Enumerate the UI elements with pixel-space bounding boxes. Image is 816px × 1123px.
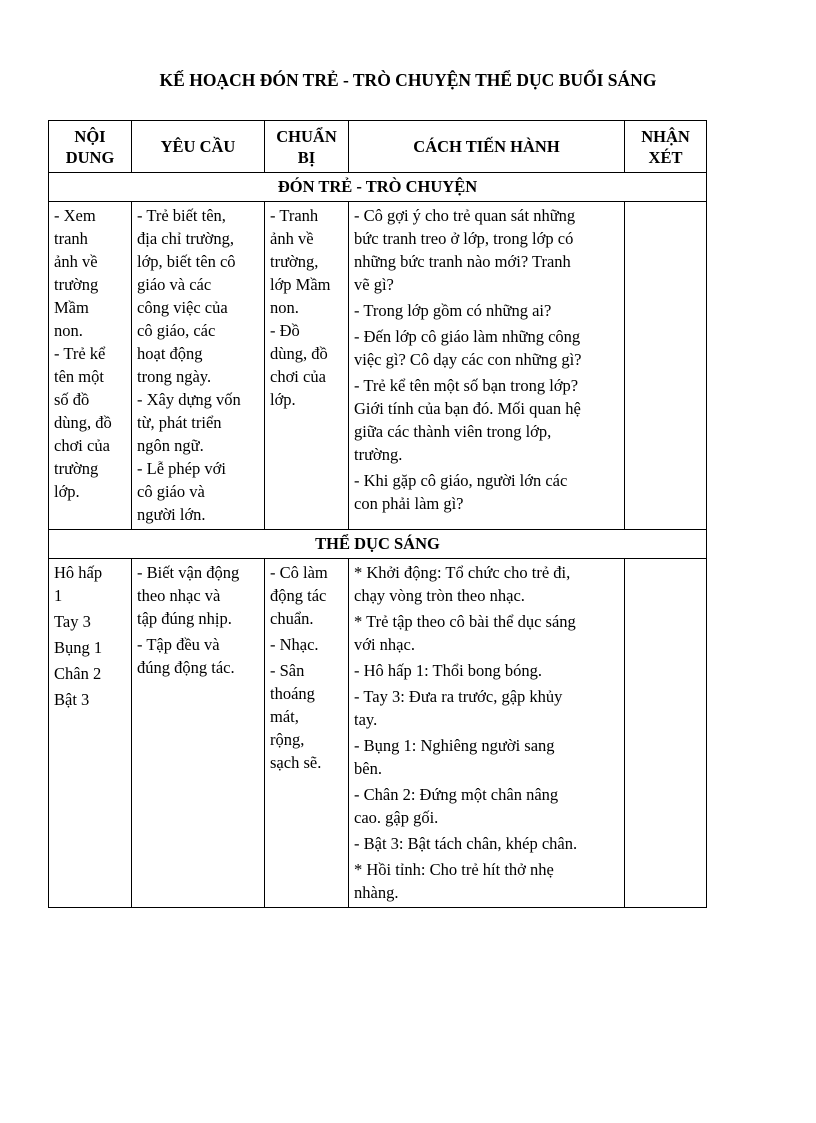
header-content-line: NỘI (74, 126, 106, 146)
cell-line: trong ngày. (137, 367, 212, 386)
cell-line: động tác (270, 586, 327, 605)
cell-remark (625, 559, 707, 908)
cell-line: ảnh về (54, 252, 98, 271)
cell-line: - Trẻ biết tên, (137, 206, 226, 225)
header-method (349, 121, 625, 173)
cell-line: vẽ gì? (354, 275, 394, 294)
cell-content (49, 202, 132, 530)
cell-line: tranh (54, 229, 88, 248)
cell-line: tập đúng nhịp. (137, 609, 232, 628)
cell-line: - Hô hấp 1: Thổi bong bóng. (354, 661, 543, 680)
prep-paragraph (270, 659, 343, 774)
cell-line: số đồ (54, 390, 90, 409)
method-paragraph (354, 783, 619, 829)
cell-line: tên một (54, 367, 104, 386)
cell-method (349, 559, 625, 908)
header-prep (265, 121, 349, 173)
cell-line: Bụng 1 (54, 638, 103, 657)
document-title: KẾ HOẠCH ĐÓN TRẺ - TRÒ CHUYỆN THỂ DỤC BUỔI SÁNG (159, 70, 657, 90)
cell-line: Chân 2 (54, 664, 102, 683)
requirements-paragraph (137, 561, 259, 630)
header-requirements (132, 121, 265, 173)
cell-line: - Cô gợi ý cho trẻ quan sát những (354, 206, 576, 225)
cell-line: - Xem (54, 206, 96, 225)
prep-paragraph (270, 561, 343, 630)
header-prep-line: BỊ (297, 147, 316, 167)
cell-remark (625, 202, 707, 530)
cell-line: theo nhạc và (137, 586, 221, 605)
method-paragraph (354, 204, 619, 296)
cell-line: người lớn. (137, 505, 206, 524)
cell-line: - Lễ phép với (137, 459, 226, 478)
cell-line: bên. (354, 759, 382, 778)
method-paragraph (354, 325, 619, 371)
cell-line: - Nhạc. (270, 635, 319, 654)
cell-line: ảnh về (270, 229, 314, 248)
cell-line: lớp Mầm (270, 275, 331, 294)
cell-line: - Tranh (270, 206, 319, 225)
cell-line: cô giáo, các (137, 321, 216, 340)
header-content-line: DUNG (65, 147, 115, 167)
cell-line: - Sân (270, 661, 305, 680)
cell-line: - Biết vận động (137, 563, 240, 582)
cell-line: * Trẻ tập theo cô bài thể dục sáng (354, 612, 576, 631)
cell-line: sạch sẽ. (270, 753, 322, 772)
cell-line: - Tay 3: Đưa ra trước, gập khủy (354, 687, 563, 706)
section-row-exercise (49, 559, 707, 908)
cell-line: Mầm (54, 298, 89, 317)
cell-line: - Đồ (270, 321, 300, 340)
cell-line: * Khởi động: Tổ chức cho trẻ đi, (354, 563, 571, 582)
header-content (49, 121, 132, 173)
cell-prep (265, 202, 349, 530)
cell-line: những bức tranh nào mới? Tranh (354, 252, 571, 271)
cell-line: lớp. (54, 482, 80, 501)
method-paragraph (354, 858, 619, 904)
cell-line: - Bụng 1: Nghiêng người sang (354, 736, 555, 755)
cell-line: giáo và các (137, 275, 212, 294)
cell-method (349, 202, 625, 530)
cell-line: bức tranh treo ở lớp, trong lớp có (354, 229, 574, 248)
cell-line: - Khi gặp cô giáo, người lớn các (354, 471, 568, 490)
method-paragraph (354, 734, 619, 780)
cell-line: chuẩn. (270, 609, 314, 628)
cell-requirements (132, 559, 265, 908)
cell-line: việc gì? Cô dạy các con những gì? (354, 350, 582, 369)
cell-line: thoáng (270, 684, 315, 703)
cell-line: với nhạc. (354, 635, 415, 654)
cell-line: công việc của (137, 298, 228, 317)
header-requirements-label: YÊU CẦU (160, 137, 236, 156)
header-remark (625, 121, 707, 173)
cell-line: tay. (354, 710, 378, 729)
cell-line: - Trong lớp gồm có những ai? (354, 301, 552, 320)
method-paragraph (354, 832, 619, 855)
section-heading: ĐÓN TRẺ - TRÒ CHUYỆN (49, 173, 707, 202)
cell-line: Giới tính của bạn đó. Mối quan hệ (354, 399, 581, 418)
section-row-welcome (49, 202, 707, 530)
section-heading-row (49, 173, 707, 202)
cell-line: chạy vòng tròn theo nhạc. (354, 586, 525, 605)
cell-line: Hô hấp (54, 563, 103, 582)
cell-line: chơi của (54, 436, 110, 455)
cell-line: trường, (270, 252, 319, 271)
method-paragraph (354, 469, 619, 515)
cell-line: địa chỉ trường, (137, 229, 234, 248)
cell-line: chơi của (270, 367, 326, 386)
cell-line: cao. gập gối. (354, 808, 439, 827)
section-heading-row (49, 530, 707, 559)
cell-requirements (132, 202, 265, 530)
cell-line: trường (54, 275, 99, 294)
header-remark-line: NHẬN (641, 126, 690, 146)
cell-line: non. (54, 321, 83, 340)
requirements-paragraph (137, 633, 259, 679)
header-method-label: CÁCH TIẾN HÀNH (413, 137, 560, 156)
cell-line: - Cô làm (270, 563, 328, 582)
cell-line: dùng, đồ (270, 344, 328, 363)
cell-line: trường. (354, 445, 403, 464)
cell-line: - Đến lớp cô giáo làm những công (354, 327, 581, 346)
cell-line: nhàng. (354, 883, 399, 902)
cell-line: 1 (54, 586, 63, 605)
method-paragraph (354, 610, 619, 656)
cell-line: lớp, biết tên cô (137, 252, 236, 271)
header-row (49, 121, 707, 173)
cell-line: mát, (270, 707, 299, 726)
method-paragraph (354, 299, 619, 322)
cell-line: - Xây dựng vốn (137, 390, 241, 409)
cell-line: Bật 3 (54, 690, 90, 709)
method-paragraph (354, 685, 619, 731)
cell-line: đúng động tác. (137, 658, 235, 677)
cell-line: từ, phát triển (137, 413, 222, 432)
cell-line: - Trẻ kể tên một số bạn trong lớp? (354, 376, 579, 395)
cell-line: lớp. (270, 390, 296, 409)
cell-line: dùng, đồ (54, 413, 112, 432)
prep-paragraph (270, 633, 343, 656)
cell-line: con phải làm gì? (354, 494, 464, 513)
cell-line: Tay 3 (54, 612, 91, 631)
cell-line: non. (270, 298, 299, 317)
cell-line: - Trẻ kể (54, 344, 106, 363)
cell-line: rộng, (270, 730, 305, 749)
cell-line: trường (54, 459, 99, 478)
header-remark-line: XÉT (648, 147, 683, 167)
cell-line: ngôn ngữ. (137, 436, 204, 455)
cell-line: - Chân 2: Đứng một chân nâng (354, 785, 559, 804)
section-heading: THỂ DỤC SÁNG (49, 530, 707, 559)
cell-line: hoạt động (137, 344, 203, 363)
cell-prep (265, 559, 349, 908)
method-paragraph (354, 659, 619, 682)
cell-content (49, 559, 132, 908)
cell-line: cô giáo và (137, 482, 205, 501)
header-prep-line: CHUẨN (276, 126, 337, 146)
method-paragraph (354, 561, 619, 607)
method-paragraph (354, 374, 619, 466)
cell-line: - Tập đều và (137, 635, 220, 654)
cell-line: - Bật 3: Bật tách chân, khép chân. (354, 834, 578, 853)
cell-line: * Hồi tỉnh: Cho trẻ hít thở nhẹ (354, 860, 554, 879)
plan-table (48, 120, 707, 908)
cell-line: giữa các thành viên trong lớp, (354, 422, 552, 441)
